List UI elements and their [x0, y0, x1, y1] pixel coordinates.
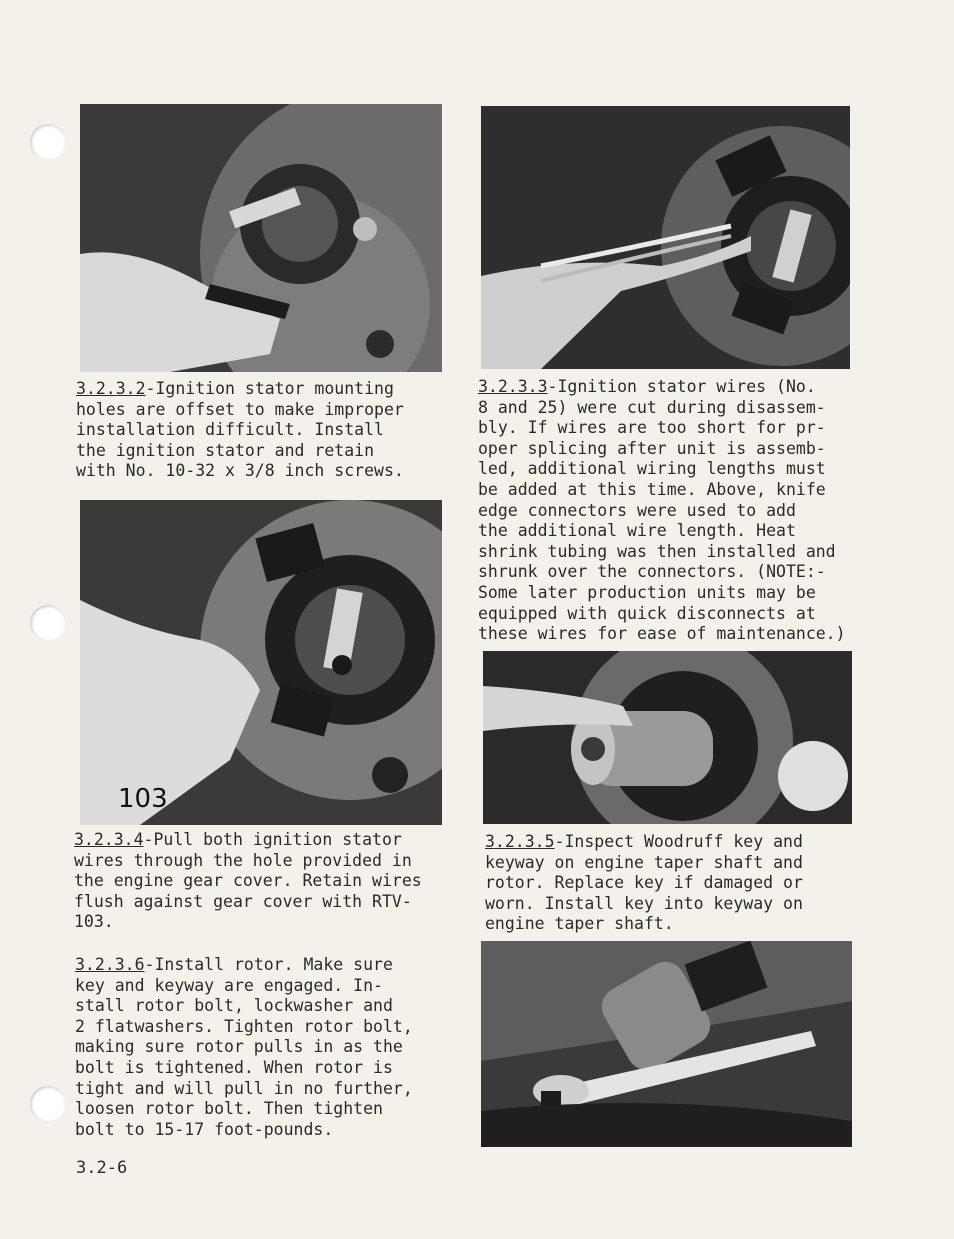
- caption-line: engine taper shaft.: [485, 914, 674, 934]
- caption-line: oper splicing after unit is assemb-: [478, 438, 826, 458]
- caption-line: bolt is tightened. When rotor is: [75, 1057, 393, 1077]
- caption-line: shrink tubing was then installed and: [478, 541, 836, 561]
- caption-line: key and keyway are engaged. In-: [75, 975, 383, 995]
- photo-torque-rotor-bolt: [481, 941, 852, 1147]
- section-ref: 3.2.3.3: [478, 377, 548, 396]
- caption-line: wires through the hole provided in: [74, 850, 412, 870]
- caption-line: -Install rotor. Make sure: [144, 955, 393, 974]
- caption-3-2-3-5: [485, 832, 803, 935]
- caption-line: 2 flatwashers. Tighten rotor bolt,: [75, 1016, 413, 1036]
- photo-stator-wires: [481, 106, 850, 369]
- section-ref: 3.2.3.2: [76, 379, 146, 398]
- caption-line: the ignition stator and retain: [76, 440, 375, 460]
- caption-line: tight and will pull in no further,: [75, 1078, 413, 1098]
- caption-line: Some later production units may be: [478, 582, 816, 602]
- caption-line: -Ignition stator mounting: [145, 379, 394, 398]
- caption-line: stall rotor bolt, lockwasher and: [75, 996, 393, 1016]
- caption-line: holes are offset to make improper: [76, 399, 404, 419]
- caption-line: the engine gear cover. Retain wires: [74, 871, 422, 891]
- caption-line: equipped with quick disconnects at: [478, 603, 816, 623]
- caption-line: be added at this time. Above, knife: [478, 479, 826, 499]
- punch-hole-top: [30, 124, 66, 160]
- punch-hole-bottom: [30, 1086, 66, 1122]
- photo-woodruff-key: [483, 651, 852, 824]
- photo-label-103: 103: [118, 784, 168, 814]
- caption-line: bly. If wires are too short for pr-: [478, 418, 826, 438]
- caption-line: keyway on engine taper shaft and: [485, 852, 803, 872]
- photo-pull-wires: [80, 500, 442, 825]
- section-ref: 3.2.3.5: [485, 832, 555, 851]
- caption-line: making sure rotor pulls in as the: [75, 1037, 403, 1057]
- section-ref: 3.2.3.6: [75, 955, 145, 974]
- caption-line: 103.: [74, 912, 114, 932]
- caption-line: with No. 10-32 x 3/8 inch screws.: [76, 461, 404, 481]
- caption-line: shrunk over the connectors. (NOTE:-: [478, 562, 826, 582]
- caption-line: loosen rotor bolt. Then tighten: [75, 1099, 383, 1119]
- photo-stator-mounting: [80, 104, 442, 372]
- caption-line: edge connectors were used to add: [478, 500, 796, 520]
- caption-line: 8 and 25) were cut during disassem-: [478, 397, 826, 417]
- caption-line: -Pull both ignition stator: [143, 830, 402, 849]
- caption-line: -Inspect Woodruff key and: [554, 832, 803, 851]
- page-number: 3.2-6: [76, 1158, 128, 1178]
- caption-line: flush against gear cover with RTV-: [74, 891, 412, 911]
- caption-line: worn. Install key into keyway on: [485, 893, 803, 913]
- caption-line: led, additional wiring lengths must: [478, 459, 826, 479]
- caption-line: bolt to 15-17 foot-pounds.: [75, 1119, 334, 1139]
- caption-line: installation difficult. Install: [76, 420, 384, 440]
- section-ref: 3.2.3.4: [74, 830, 144, 849]
- caption-line: the additional wire length. Heat: [478, 521, 796, 541]
- caption-3-2-3-3: [478, 377, 846, 645]
- caption-3-2-3-6: [75, 955, 413, 1140]
- caption-line: these wires for ease of maintenance.): [478, 624, 846, 644]
- caption-3-2-3-2: [76, 379, 404, 482]
- caption-line: -Ignition stator wires (No.: [547, 377, 816, 396]
- caption-line: rotor. Replace key if damaged or: [485, 873, 803, 893]
- caption-3-2-3-4: [74, 830, 422, 933]
- punch-hole-middle: [30, 605, 66, 641]
